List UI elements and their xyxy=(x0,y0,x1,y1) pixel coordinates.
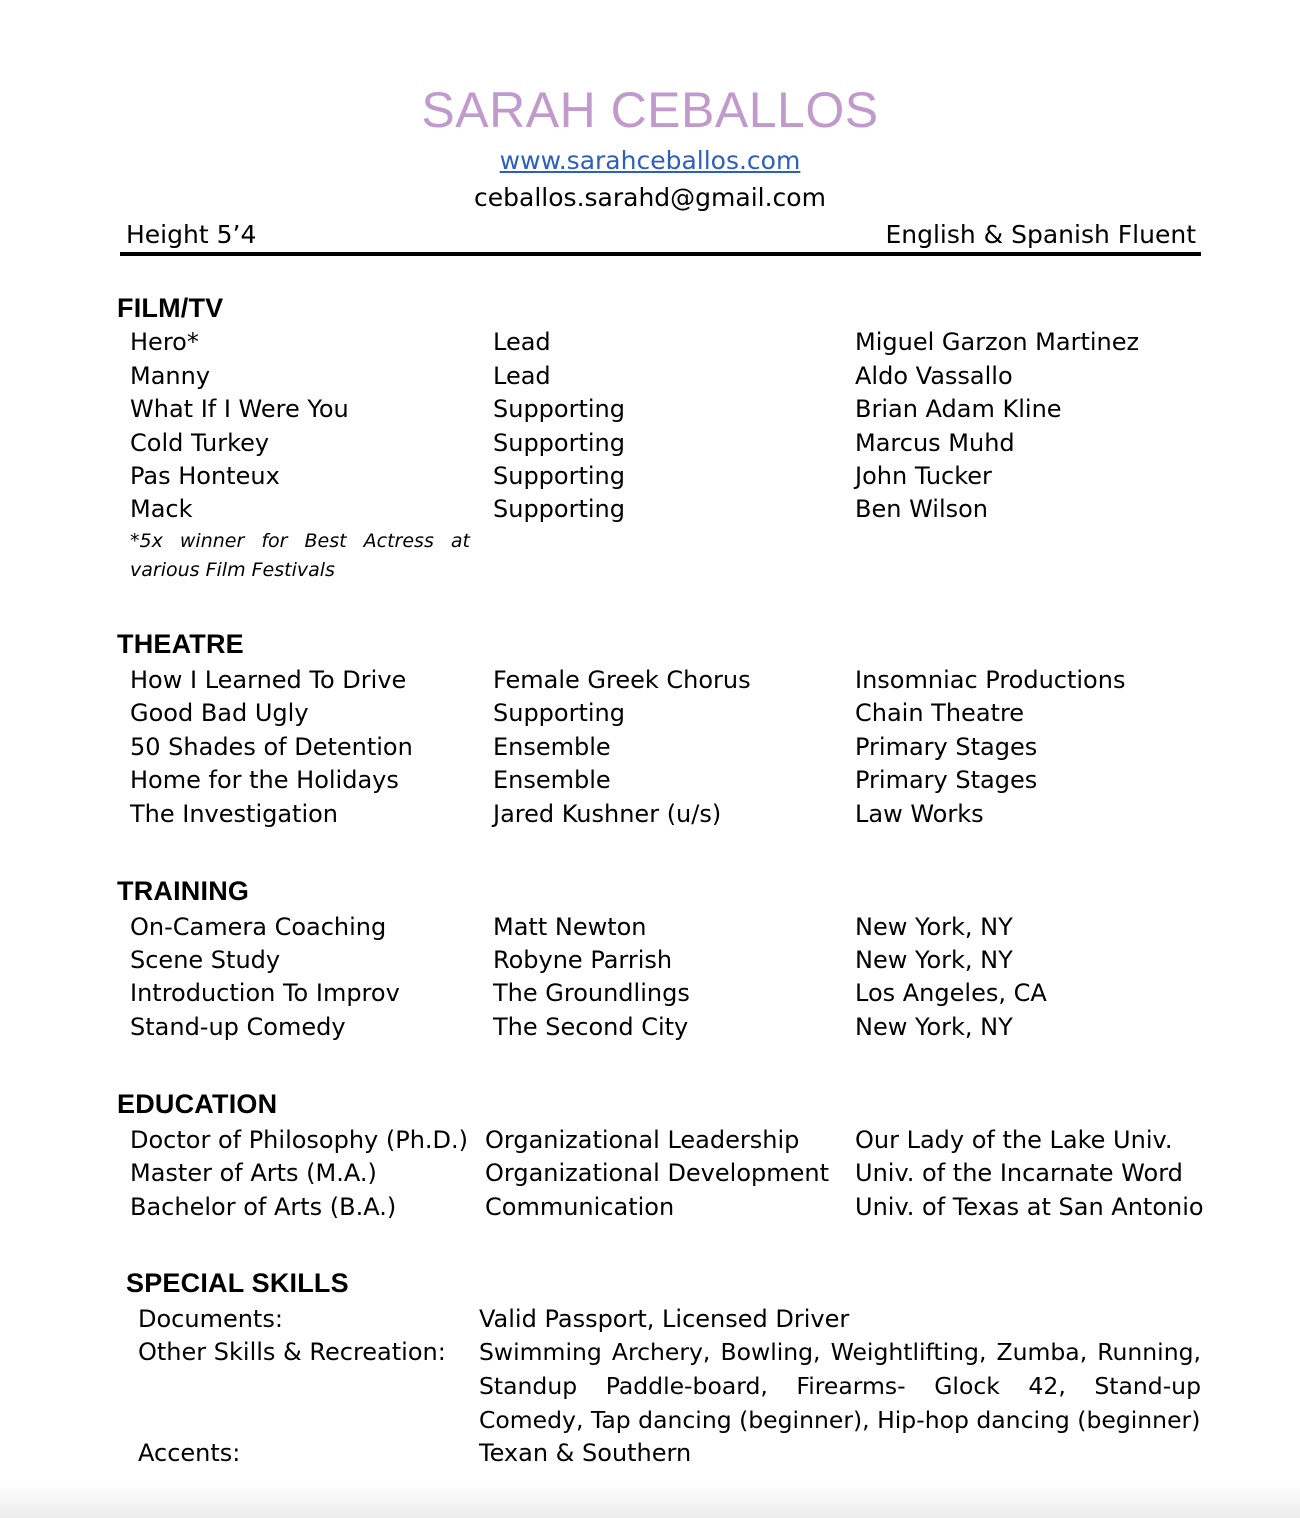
height-info: Height 5’4 xyxy=(126,220,257,249)
theatre-company: Primary Stages xyxy=(855,733,1038,761)
training-location: New York, NY xyxy=(855,913,1013,941)
film-row xyxy=(0,426,1300,460)
film-title: Cold Turkey xyxy=(130,429,270,457)
theatre-row xyxy=(0,763,1300,797)
other-skills-value: Swimming Archery, Bowling, Weightlifting, Zumba, Running, Standup Paddle-board, Firearms- Glock 42, Stand-up Comedy, Tap dancing (beginner), Hip-hop dancing (beginner) xyxy=(479,1338,1201,1434)
film-title: Mack xyxy=(130,495,193,523)
film-row xyxy=(0,359,1300,393)
film-role: Lead xyxy=(493,328,551,356)
film-director: Marcus Muhd xyxy=(855,429,1015,457)
theatre-row xyxy=(0,663,1300,697)
theatre-title: How I Learned To Drive xyxy=(130,666,407,694)
training-location: New York, NY xyxy=(855,1013,1013,1041)
email-address: ceballos.sarahd@gmail.com xyxy=(474,183,826,212)
education-row xyxy=(0,1190,1300,1224)
film-title: Hero* xyxy=(130,328,199,356)
documents-value: Valid Passport, Licensed Driver xyxy=(479,1305,850,1333)
theatre-row xyxy=(0,696,1300,730)
theatre-row xyxy=(0,730,1300,764)
training-row xyxy=(0,976,1300,1010)
education-field: Communication xyxy=(485,1193,675,1221)
training-teacher: The Second City xyxy=(493,1013,689,1041)
training-course: Introduction To Improv xyxy=(130,979,400,1007)
header-divider xyxy=(120,252,1201,256)
website-link[interactable]: www.sarahceballos.com xyxy=(499,146,801,175)
training-course: On-Camera Coaching xyxy=(130,913,387,941)
education-school: Our Lady of the Lake Univ. xyxy=(855,1126,1173,1154)
film-role: Supporting xyxy=(493,429,625,457)
theatre-role: Ensemble xyxy=(493,766,611,794)
education-degree: Bachelor of Arts (B.A.) xyxy=(130,1193,397,1221)
languages-info: English & Spanish Fluent xyxy=(885,220,1196,249)
education-school: Univ. of Texas at San Antonio xyxy=(855,1193,1204,1221)
film-tv-heading: FILM/TV xyxy=(117,293,224,323)
theatre-title: Good Bad Ugly xyxy=(130,699,309,727)
theatre-title: 50 Shades of Detention xyxy=(130,733,413,761)
film-row xyxy=(0,392,1300,426)
film-role: Supporting xyxy=(493,395,625,423)
education-row xyxy=(0,1123,1300,1157)
film-director: Aldo Vassallo xyxy=(855,362,1013,390)
accents-value: Texan & Southern xyxy=(479,1439,692,1467)
training-location: New York, NY xyxy=(855,946,1013,974)
training-teacher: Robyne Parrish xyxy=(493,946,673,974)
training-teacher: The Groundlings xyxy=(493,979,690,1007)
actor-name: SARAH CEBALLOS xyxy=(421,82,879,138)
accents-label: Accents: xyxy=(138,1439,241,1467)
film-title: Manny xyxy=(130,362,211,390)
education-school: Univ. of the Incarnate Word xyxy=(855,1159,1183,1187)
training-row xyxy=(0,910,1300,944)
education-heading: EDUCATION xyxy=(117,1089,278,1119)
theatre-heading: THEATRE xyxy=(117,629,244,659)
page-bottom-shadow xyxy=(0,1484,1300,1518)
training-location: Los Angeles, CA xyxy=(855,979,1047,1007)
film-director: John Tucker xyxy=(855,462,992,490)
film-title: Pas Honteux xyxy=(130,462,280,490)
education-degree: Doctor of Philosophy (Ph.D.) xyxy=(130,1126,469,1154)
film-director: Brian Adam Kline xyxy=(855,395,1062,423)
theatre-role: Jared Kushner (u/s) xyxy=(493,800,722,828)
film-role: Supporting xyxy=(493,495,625,523)
theatre-role: Ensemble xyxy=(493,733,611,761)
theatre-company: Primary Stages xyxy=(855,766,1038,794)
education-row xyxy=(0,1156,1300,1190)
documents-label: Documents: xyxy=(138,1305,283,1333)
training-course: Scene Study xyxy=(130,946,281,974)
training-teacher: Matt Newton xyxy=(493,913,647,941)
special-skills-heading: SPECIAL SKILLS xyxy=(126,1268,349,1298)
training-row xyxy=(0,1010,1300,1044)
training-heading: TRAINING xyxy=(117,876,250,906)
education-degree: Master of Arts (M.A.) xyxy=(130,1159,377,1187)
film-row xyxy=(0,459,1300,493)
film-title: What If I Were You xyxy=(130,395,349,423)
film-row xyxy=(0,325,1300,359)
training-course: Stand-up Comedy xyxy=(130,1013,346,1041)
theatre-company: Chain Theatre xyxy=(855,699,1025,727)
education-field: Organizational Development xyxy=(485,1159,830,1187)
theatre-role: Supporting xyxy=(493,699,625,727)
theatre-role: Female Greek Chorus xyxy=(493,666,751,694)
theatre-title: Home for the Holidays xyxy=(130,766,399,794)
theatre-company: Insomniac Productions xyxy=(855,666,1126,694)
education-field: Organizational Leadership xyxy=(485,1126,800,1154)
other-skills-label: Other Skills & Recreation: xyxy=(138,1338,446,1366)
training-row xyxy=(0,943,1300,977)
theatre-row xyxy=(0,797,1300,831)
film-row xyxy=(0,492,1300,526)
film-role: Lead xyxy=(493,362,551,390)
film-director: Miguel Garzon Martinez xyxy=(855,328,1140,356)
film-role: Supporting xyxy=(493,462,625,490)
film-director: Ben Wilson xyxy=(855,495,989,523)
award-note: *5x winner for Best Actress at various Film Festivals xyxy=(130,530,470,581)
theatre-title: The Investigation xyxy=(130,800,339,828)
theatre-company: Law Works xyxy=(855,800,984,828)
